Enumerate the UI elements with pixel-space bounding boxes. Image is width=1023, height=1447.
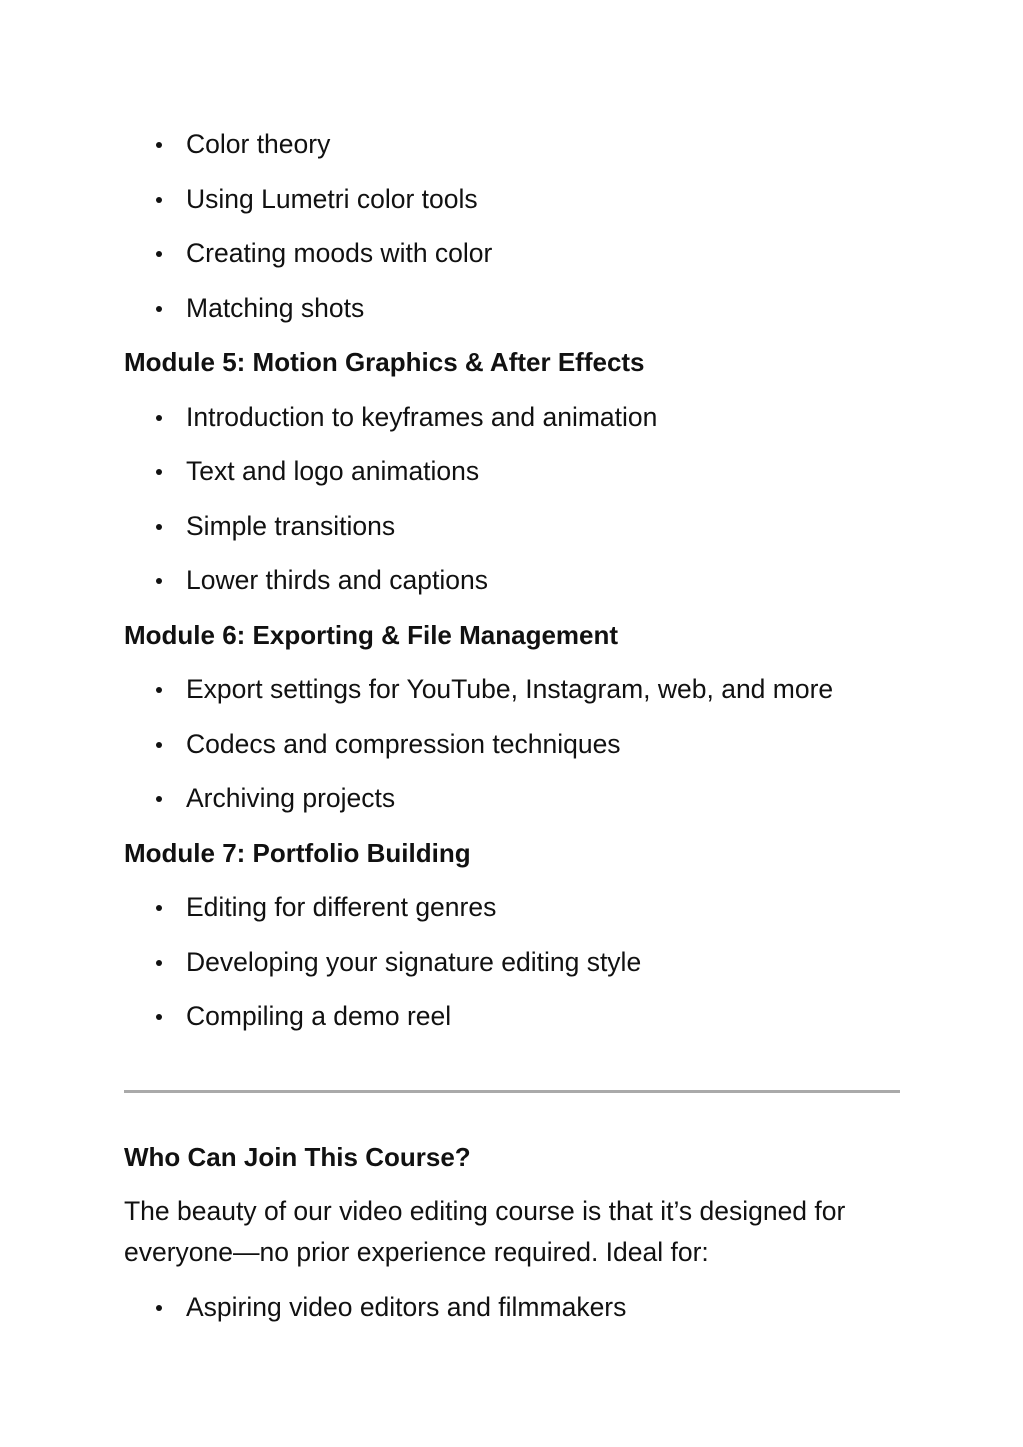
list-item-text: Archiving projects: [186, 783, 396, 813]
list-item-text: Editing for different genres: [186, 892, 497, 922]
list-item: [124, 936, 900, 991]
module-5-heading: Module 5: Motion Graphics & After Effects: [124, 347, 645, 377]
list-item: [124, 227, 900, 282]
divider-container: [124, 1045, 900, 1131]
list-item: [124, 663, 900, 718]
color-bullet-list: [124, 118, 900, 336]
bullet-icon: [156, 1014, 162, 1020]
bullet-icon: [156, 578, 162, 584]
list-item: [124, 391, 900, 446]
list-item-text: Compiling a demo reel: [186, 1001, 452, 1031]
module-6-heading: Module 6: Exporting & File Management: [124, 619, 619, 650]
bullet-icon: [156, 142, 162, 148]
who-can-join-list: [124, 1281, 900, 1336]
list-item-text: Aspiring video editors and filmmakers: [186, 1292, 627, 1322]
bullet-icon: [156, 742, 162, 748]
list-item: [124, 990, 900, 1045]
bullet-icon: [156, 796, 162, 802]
who-can-join-paragraph: The beauty of our video editing course is that it’s designed for everyone—no prior experience required. Ideal for:: [124, 1196, 846, 1267]
module-6-list: [124, 663, 900, 827]
list-item-text: Matching shots: [186, 292, 365, 323]
list-item: [124, 718, 900, 773]
module-7-heading: Module 7: Portfolio Building: [124, 837, 471, 868]
list-item: [124, 282, 900, 337]
list-item: [124, 1281, 900, 1336]
list-item: [124, 118, 900, 173]
list-item-text: Text and logo animations: [186, 456, 480, 486]
bullet-icon: [156, 960, 162, 966]
module-7-list: [124, 881, 900, 1045]
list-item-text: Developing your signature editing style: [186, 946, 642, 977]
bullet-icon: [156, 251, 162, 257]
list-item: [124, 173, 900, 228]
bullet-icon: [156, 197, 162, 203]
module-5-list: [124, 391, 900, 609]
bullet-icon: [156, 1305, 162, 1311]
list-item-text: Export settings for YouTube, Instagram, web, and more: [186, 674, 834, 704]
list-item: [124, 445, 900, 500]
bullet-icon: [156, 687, 162, 693]
bullet-icon: [156, 469, 162, 475]
bullet-icon: [156, 306, 162, 312]
list-item-text: Introduction to keyframes and animation: [186, 401, 658, 432]
list-item-text: Lower thirds and captions: [186, 565, 488, 595]
bullet-icon: [156, 415, 162, 421]
document-page: [124, 118, 900, 1336]
bullet-icon: [156, 905, 162, 911]
horizontal-divider: [124, 1090, 900, 1093]
list-item: [124, 772, 900, 827]
bullet-icon: [156, 524, 162, 530]
list-item: [124, 500, 900, 555]
list-item-text: Color theory: [186, 129, 331, 159]
list-item-text: Codecs and compression techniques: [186, 728, 621, 759]
who-can-join-heading: Who Can Join This Course?: [124, 1141, 471, 1172]
list-item: [124, 881, 900, 936]
list-item-text: Using Lumetri color tools: [186, 183, 478, 214]
list-item-text: Creating moods with color: [186, 238, 493, 268]
list-item-text: Simple transitions: [186, 510, 396, 541]
list-item: [124, 554, 900, 609]
